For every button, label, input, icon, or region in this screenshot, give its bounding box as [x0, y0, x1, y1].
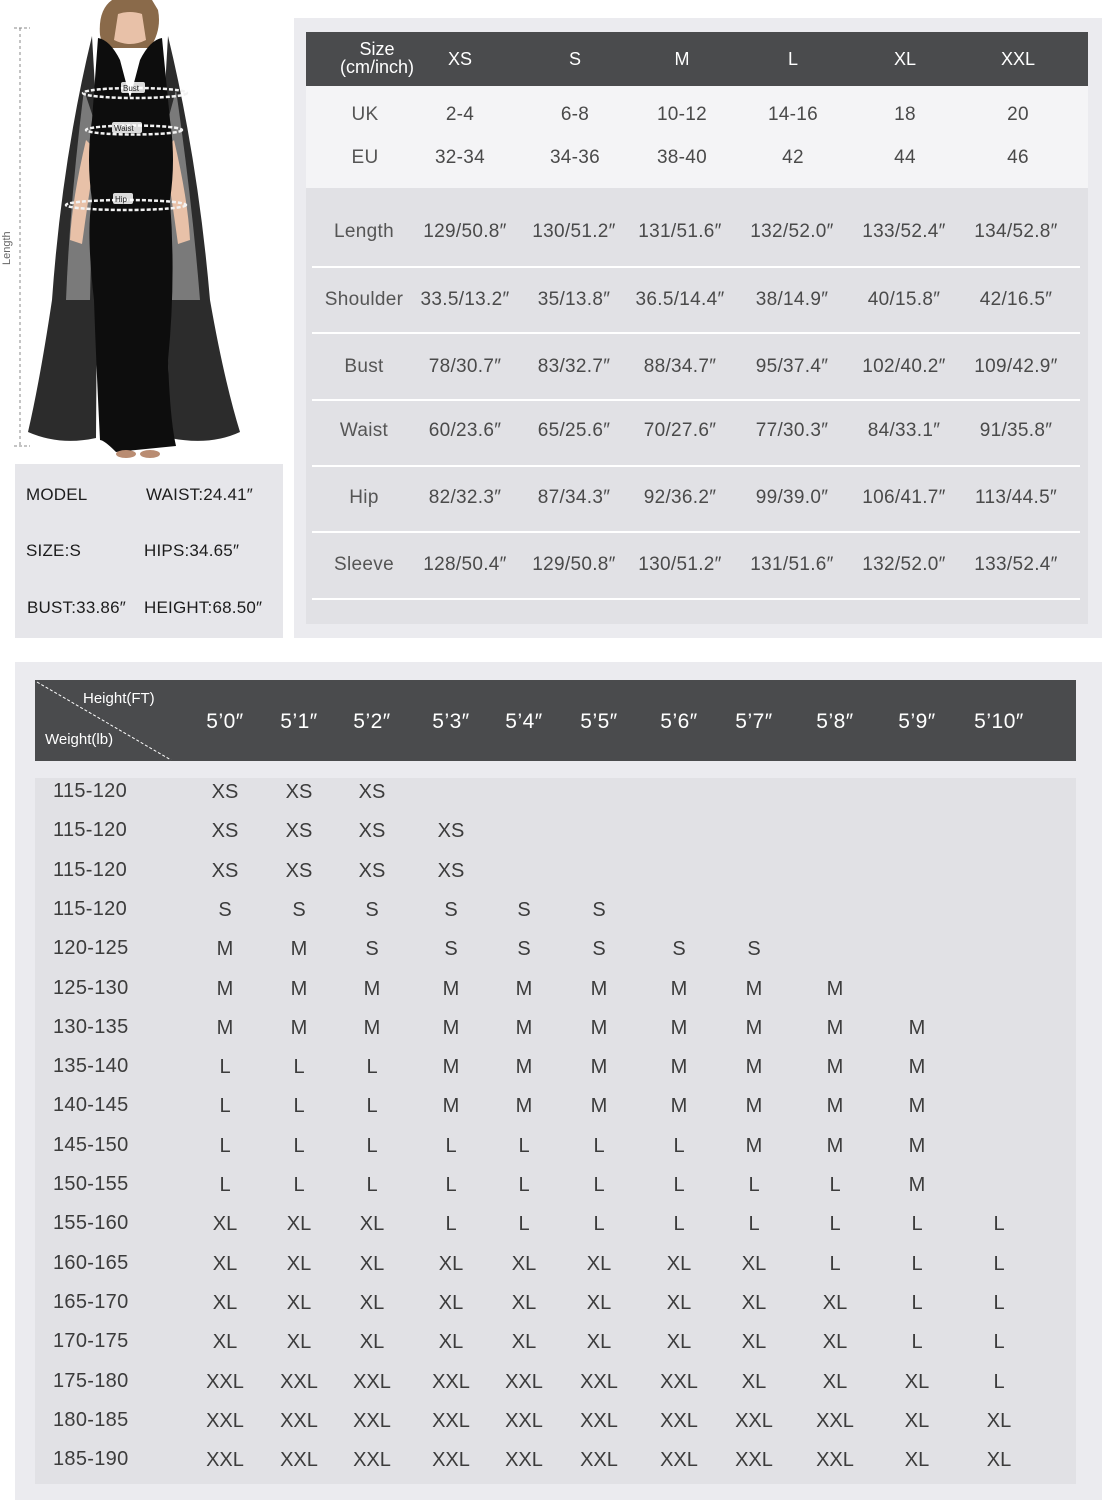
- recommended-size-cell: M: [590, 1095, 608, 1117]
- recommended-size-cell: XXL: [660, 1410, 698, 1432]
- size-table-cell: 36.5/14.4″: [635, 289, 725, 310]
- recommended-size-cell: XXL: [505, 1410, 543, 1432]
- recommended-size-cell: L: [366, 1095, 378, 1117]
- recommended-size-cell: XL: [741, 1331, 767, 1353]
- size-table-cell: 130/51.2″: [638, 554, 722, 575]
- hip-label: Hip: [115, 195, 128, 204]
- recommended-size-cell: XXL: [505, 1371, 543, 1393]
- recommended-size-cell: S: [292, 899, 306, 921]
- recommended-size-cell: L: [518, 1135, 530, 1157]
- recommended-size-cell: S: [444, 938, 458, 960]
- recommended-size-cell: S: [517, 938, 531, 960]
- size-table-cell: 33.5/13.2″: [420, 289, 510, 310]
- corner-height-label: Height(FT): [83, 690, 155, 707]
- recommended-size-cell: XL: [359, 1331, 385, 1353]
- recommended-size-cell: XS: [211, 781, 239, 803]
- recommended-size-cell: M: [363, 978, 381, 1000]
- recommended-size-cell: XS: [437, 860, 465, 882]
- model-waist: WAIST:24.41″: [146, 485, 253, 504]
- size-table-cell: 44: [894, 147, 916, 168]
- recommended-size-cell: M: [290, 978, 308, 1000]
- neck: [114, 12, 146, 44]
- recommended-size-cell: M: [442, 978, 460, 1000]
- recommended-size-cell: M: [290, 1017, 308, 1039]
- recommended-size-cell: M: [826, 978, 844, 1000]
- recommended-size-cell: L: [673, 1174, 685, 1196]
- recommended-size-cell: M: [216, 1017, 234, 1039]
- recommended-size-cell: L: [293, 1056, 305, 1078]
- weight-range-label: 150-155: [53, 1173, 129, 1195]
- recommended-size-cell: M: [515, 1017, 533, 1039]
- recommended-size-cell: L: [829, 1174, 841, 1196]
- row-divider: [312, 266, 1080, 268]
- size-table-cell: 20: [1007, 104, 1029, 125]
- recommended-size-cell: M: [908, 1135, 926, 1157]
- recommended-size-cell: XL: [438, 1331, 464, 1353]
- recommended-size-cell: XS: [358, 820, 386, 842]
- height-column-header: 5’7″: [735, 710, 773, 733]
- recommended-size-cell: L: [518, 1174, 530, 1196]
- recommended-size-cell: XXL: [432, 1410, 470, 1432]
- size-table-cell: 99/39.0″: [755, 487, 829, 508]
- height-column-header: 5’4″: [505, 710, 543, 733]
- recommended-size-cell: L: [748, 1174, 760, 1196]
- recommended-size-cell: L: [593, 1213, 605, 1235]
- recommended-size-cell: XL: [511, 1292, 537, 1314]
- size-table-cell: 113/44.5″: [975, 487, 1057, 508]
- recommended-size-cell: XS: [285, 781, 313, 803]
- recommended-size-cell: XL: [438, 1292, 464, 1314]
- recommended-size-cell: S: [592, 899, 606, 921]
- recommended-size-cell: XXL: [660, 1449, 698, 1471]
- weight-range-label: 180-185: [53, 1409, 129, 1431]
- recommended-size-cell: XL: [822, 1371, 848, 1393]
- recommended-size-cell: XXL: [580, 1371, 618, 1393]
- recommended-size-cell: XL: [666, 1253, 692, 1275]
- recommended-size-cell: L: [293, 1174, 305, 1196]
- row-divider: [312, 531, 1080, 533]
- size-table-cell: 87/34.3″: [537, 487, 611, 508]
- recommended-size-cell: M: [826, 1135, 844, 1157]
- weight-range-label: 175-180: [53, 1370, 129, 1392]
- recommended-size-cell: M: [826, 1017, 844, 1039]
- size-table-cell: 2-4: [445, 104, 475, 125]
- size-table-cell: 60/23.6″: [428, 420, 502, 441]
- size-column-header: L: [787, 49, 798, 69]
- recommended-size-cell: M: [442, 1017, 460, 1039]
- recommended-size-cell: XXL: [206, 1410, 244, 1432]
- row-divider: [312, 598, 1080, 600]
- recommended-size-cell: L: [593, 1174, 605, 1196]
- recommended-size-cell: S: [747, 938, 761, 960]
- recommended-size-cell: XXL: [280, 1371, 318, 1393]
- recommended-size-cell: XS: [285, 860, 313, 882]
- weight-range-label: 135-140: [53, 1055, 129, 1077]
- recommended-size-cell: XL: [904, 1410, 930, 1432]
- row-divider: [312, 332, 1080, 334]
- size-table-cell: 129/50.8″: [532, 554, 616, 575]
- recommended-size-cell: XXL: [735, 1410, 773, 1432]
- size-table-cell: 14-16: [767, 104, 819, 125]
- recommended-size-cell: M: [670, 1017, 688, 1039]
- recommended-size-cell: XL: [286, 1331, 312, 1353]
- recommended-size-cell: XL: [586, 1331, 612, 1353]
- recommended-size-cell: M: [908, 1174, 926, 1196]
- recommended-size-cell: XS: [437, 820, 465, 842]
- recommended-size-cell: M: [826, 1095, 844, 1117]
- recommended-size-cell: M: [590, 978, 608, 1000]
- size-table-cell: 131/51.6″: [638, 221, 722, 242]
- recommended-size-cell: M: [826, 1056, 844, 1078]
- weight-range-label: 115-120: [53, 819, 128, 841]
- recommended-size-cell: L: [993, 1253, 1005, 1275]
- recommended-size-cell: XL: [286, 1253, 312, 1275]
- size-header-label-line2: (cm/inch): [339, 57, 414, 77]
- bust-label: Bust: [123, 84, 140, 93]
- recommended-size-cell: L: [219, 1095, 231, 1117]
- length-ruler: [1, 28, 30, 446]
- size-table-header: [306, 32, 1088, 86]
- weight-range-label: 130-135: [53, 1016, 129, 1038]
- size-column-header: XL: [893, 49, 917, 69]
- recommended-size-cell: L: [219, 1174, 231, 1196]
- model-size: SIZE:S: [26, 541, 82, 560]
- recommended-size-cell: M: [908, 1017, 926, 1039]
- size-table-cell: 102/40.2″: [862, 356, 946, 377]
- size-table-cell: 78/30.7″: [428, 356, 502, 377]
- height-weight-header: [35, 680, 1076, 761]
- recommended-size-cell: L: [219, 1056, 231, 1078]
- height-column-header: 5’3″: [432, 710, 470, 733]
- recommended-size-cell: XL: [741, 1253, 767, 1275]
- size-header-label-line1: Size: [359, 39, 395, 59]
- recommended-size-cell: XL: [359, 1213, 385, 1235]
- recommended-size-cell: XL: [741, 1292, 767, 1314]
- size-table-cell: 42/16.5″: [979, 289, 1053, 310]
- row-divider: [312, 465, 1080, 467]
- height-column-header: 5’5″: [580, 710, 618, 733]
- recommended-size-cell: XS: [358, 860, 386, 882]
- recommended-size-cell: XXL: [816, 1449, 854, 1471]
- recommended-size-cell: L: [911, 1253, 923, 1275]
- recommended-size-cell: S: [218, 899, 232, 921]
- weight-range-label: 145-150: [53, 1134, 129, 1156]
- size-table-cell: 109/42.9″: [974, 356, 1058, 377]
- recommended-size-cell: XXL: [735, 1449, 773, 1471]
- weight-range-label: 165-170: [53, 1291, 129, 1313]
- recommended-size-cell: XS: [358, 781, 386, 803]
- recommended-size-cell: M: [745, 1135, 763, 1157]
- recommended-size-cell: XXL: [432, 1371, 470, 1393]
- recommended-size-cell: XL: [286, 1292, 312, 1314]
- recommended-size-cell: S: [444, 899, 458, 921]
- recommended-size-cell: XL: [438, 1253, 464, 1275]
- recommended-size-cell: L: [748, 1213, 760, 1235]
- recommended-size-cell: XXL: [660, 1371, 698, 1393]
- recommended-size-cell: M: [745, 978, 763, 1000]
- size-row-label: Bust: [344, 356, 384, 377]
- recommended-size-cell: L: [445, 1213, 457, 1235]
- recommended-size-cell: XL: [986, 1410, 1012, 1432]
- recommended-size-cell: XL: [212, 1292, 238, 1314]
- size-table-cell: 6-8: [560, 104, 590, 125]
- size-table-cell: 70/27.6″: [643, 420, 717, 441]
- recommended-size-cell: M: [670, 978, 688, 1000]
- size-table-cell: 65/25.6″: [537, 420, 611, 441]
- weight-range-label: 120-125: [53, 937, 129, 959]
- recommended-size-cell: XL: [286, 1213, 312, 1235]
- recommended-size-cell: XXL: [280, 1410, 318, 1432]
- recommended-size-cell: L: [911, 1213, 923, 1235]
- recommended-size-cell: XXL: [505, 1449, 543, 1471]
- recommended-size-cell: L: [445, 1174, 457, 1196]
- size-column-header: XS: [447, 49, 472, 69]
- weight-range-label: 115-120: [53, 780, 128, 802]
- size-table-cell: 134/52.8″: [974, 221, 1058, 242]
- size-table-cell: 91/35.8″: [979, 420, 1053, 441]
- length-label: Length: [1, 231, 13, 265]
- weight-range-label: 170-175: [53, 1330, 129, 1352]
- recommended-size-cell: L: [993, 1371, 1005, 1393]
- size-table-cell: 46: [1007, 147, 1029, 168]
- size-row-label: Waist: [339, 420, 389, 441]
- size-table-cell: 83/32.7″: [537, 356, 611, 377]
- recommended-size-cell: S: [672, 938, 686, 960]
- recommended-size-cell: M: [442, 1095, 460, 1117]
- recommended-size-cell: L: [293, 1135, 305, 1157]
- recommended-size-cell: M: [908, 1056, 926, 1078]
- recommended-size-cell: XL: [511, 1253, 537, 1275]
- recommended-size-cell: L: [911, 1292, 923, 1314]
- recommended-size-cell: L: [366, 1056, 378, 1078]
- recommended-size-cell: M: [745, 1017, 763, 1039]
- recommended-size-cell: XL: [822, 1292, 848, 1314]
- recommended-size-cell: XS: [285, 820, 313, 842]
- recommended-size-cell: M: [590, 1056, 608, 1078]
- height-column-header: 5’10″: [974, 710, 1024, 733]
- size-table-cell: 82/32.3″: [428, 487, 502, 508]
- weight-range-label: 115-120: [53, 898, 128, 920]
- recommended-size-cell: M: [290, 938, 308, 960]
- recommended-size-cell: M: [515, 1056, 533, 1078]
- recommended-size-cell: L: [993, 1213, 1005, 1235]
- recommended-size-cell: S: [365, 938, 379, 960]
- model-bust: BUST:33.86″: [27, 598, 126, 617]
- size-table-cell: 132/52.0″: [750, 221, 834, 242]
- recommended-size-cell: S: [517, 899, 531, 921]
- weight-range-label: 160-165: [53, 1252, 129, 1274]
- size-table-cell: 42: [782, 147, 804, 168]
- size-table-cell: 95/37.4″: [755, 356, 829, 377]
- size-row-label: EU: [351, 147, 379, 168]
- weight-range-label: 140-145: [53, 1094, 129, 1116]
- dress-body: [89, 38, 176, 452]
- recommended-size-cell: XXL: [353, 1449, 391, 1471]
- recommended-size-cell: M: [363, 1017, 381, 1039]
- recommended-size-cell: S: [365, 899, 379, 921]
- size-column-header: M: [674, 49, 690, 69]
- recommended-size-cell: L: [366, 1174, 378, 1196]
- model-height: HEIGHT:68.50″: [144, 598, 263, 617]
- recommended-size-cell: XXL: [353, 1371, 391, 1393]
- recommended-size-cell: L: [366, 1135, 378, 1157]
- recommended-size-cell: M: [515, 1095, 533, 1117]
- size-table-cell: 106/41.7″: [862, 487, 946, 508]
- recommended-size-cell: XL: [904, 1449, 930, 1471]
- model-figure-illustration: [0, 0, 292, 462]
- recommended-size-cell: XL: [666, 1331, 692, 1353]
- size-table-cell: 38/14.9″: [755, 289, 829, 310]
- weight-range-label: 185-190: [53, 1448, 129, 1470]
- size-table-cell: 18: [894, 104, 916, 125]
- height-column-header: 5’9″: [898, 710, 936, 733]
- waist-label: Waist: [114, 124, 134, 133]
- recommended-size-cell: XS: [211, 820, 239, 842]
- size-table-cell: 131/51.6″: [750, 554, 834, 575]
- recommended-size-cell: XXL: [580, 1410, 618, 1432]
- recommended-size-cell: XXL: [580, 1449, 618, 1471]
- recommended-size-cell: XL: [586, 1253, 612, 1275]
- recommended-size-cell: XL: [359, 1253, 385, 1275]
- size-table-cell: 34-36: [549, 147, 601, 168]
- row-divider: [312, 399, 1080, 401]
- recommended-size-cell: XL: [212, 1213, 238, 1235]
- recommended-size-cell: L: [911, 1331, 923, 1353]
- height-column-header: 5’6″: [660, 710, 698, 733]
- recommended-size-cell: XL: [212, 1253, 238, 1275]
- recommended-size-cell: M: [216, 978, 234, 1000]
- recommended-size-cell: M: [670, 1095, 688, 1117]
- recommended-size-cell: XXL: [432, 1449, 470, 1471]
- recommended-size-cell: XXL: [206, 1449, 244, 1471]
- model-info-box: [15, 464, 283, 638]
- weight-range-label: 115-120: [53, 859, 128, 881]
- size-row-label: Hip: [349, 487, 379, 508]
- recommended-size-cell: S: [592, 938, 606, 960]
- size-table-cell: 35/13.8″: [537, 289, 611, 310]
- size-table-cell: 133/52.4″: [974, 554, 1058, 575]
- size-table-cell: 129/50.8″: [423, 221, 507, 242]
- model-hips: HIPS:34.65″: [144, 541, 240, 560]
- height-column-header: 5’1″: [280, 710, 318, 733]
- recommended-size-cell: M: [515, 978, 533, 1000]
- weight-range-label: 155-160: [53, 1212, 129, 1234]
- recommended-size-cell: XXL: [353, 1410, 391, 1432]
- recommended-size-cell: XXL: [280, 1449, 318, 1471]
- recommended-size-cell: L: [993, 1331, 1005, 1353]
- size-row-label: Sleeve: [334, 554, 394, 575]
- recommended-size-cell: XL: [666, 1292, 692, 1314]
- size-table-cell: 32-34: [434, 147, 486, 168]
- model-label: MODEL: [26, 485, 88, 504]
- size-column-header: XXL: [1000, 49, 1036, 69]
- size-table-cell: 133/52.4″: [862, 221, 946, 242]
- conversion-band: [306, 86, 1088, 188]
- size-table-cell: 132/52.0″: [862, 554, 946, 575]
- recommended-size-cell: M: [442, 1056, 460, 1078]
- recommended-size-cell: L: [593, 1135, 605, 1157]
- recommended-size-cell: XXL: [206, 1371, 244, 1393]
- size-table-cell: 10-12: [656, 104, 708, 125]
- recommended-size-cell: M: [745, 1056, 763, 1078]
- recommended-size-cell: L: [219, 1135, 231, 1157]
- corner-weight-label: Weight(lb): [45, 731, 114, 748]
- weight-range-label: 125-130: [53, 977, 129, 999]
- recommended-size-cell: XL: [586, 1292, 612, 1314]
- recommended-size-cell: M: [908, 1095, 926, 1117]
- recommended-size-cell: L: [673, 1213, 685, 1235]
- recommended-size-cell: L: [518, 1213, 530, 1235]
- size-column-header: S: [568, 49, 581, 69]
- recommended-size-cell: XXL: [816, 1410, 854, 1432]
- size-table-cell: 92/36.2″: [643, 487, 717, 508]
- recommended-size-cell: XL: [741, 1371, 767, 1393]
- size-table-cell: 128/50.4″: [423, 554, 507, 575]
- recommended-size-cell: XL: [904, 1371, 930, 1393]
- recommended-size-cell: M: [670, 1056, 688, 1078]
- size-table-cell: 130/51.2″: [532, 221, 616, 242]
- size-row-label: Shoulder: [324, 289, 404, 310]
- recommended-size-cell: L: [673, 1135, 685, 1157]
- recommended-size-cell: L: [829, 1253, 841, 1275]
- recommended-size-cell: XL: [212, 1331, 238, 1353]
- recommended-size-cell: L: [993, 1292, 1005, 1314]
- height-column-header: 5’0″: [206, 710, 244, 733]
- recommended-size-cell: XL: [822, 1331, 848, 1353]
- size-table-cell: 38-40: [656, 147, 708, 168]
- recommended-size-cell: L: [829, 1213, 841, 1235]
- recommended-size-cell: M: [216, 938, 234, 960]
- recommended-size-cell: XL: [359, 1292, 385, 1314]
- size-row-label: Length: [334, 221, 394, 242]
- size-table-cell: 77/30.3″: [755, 420, 829, 441]
- recommended-size-cell: L: [293, 1095, 305, 1117]
- size-table-cell: 40/15.8″: [867, 289, 941, 310]
- size-row-label: UK: [351, 104, 379, 125]
- height-column-header: 5’2″: [353, 710, 391, 733]
- size-table-cell: 84/33.1″: [867, 420, 941, 441]
- recommended-size-cell: M: [590, 1017, 608, 1039]
- recommended-size-cell: XL: [986, 1449, 1012, 1471]
- recommended-size-cell: XL: [511, 1331, 537, 1353]
- recommended-size-cell: XS: [211, 860, 239, 882]
- size-table-cell: 88/34.7″: [643, 356, 717, 377]
- recommended-size-cell: L: [445, 1135, 457, 1157]
- recommended-size-cell: M: [745, 1095, 763, 1117]
- height-column-header: 5’8″: [816, 710, 854, 733]
